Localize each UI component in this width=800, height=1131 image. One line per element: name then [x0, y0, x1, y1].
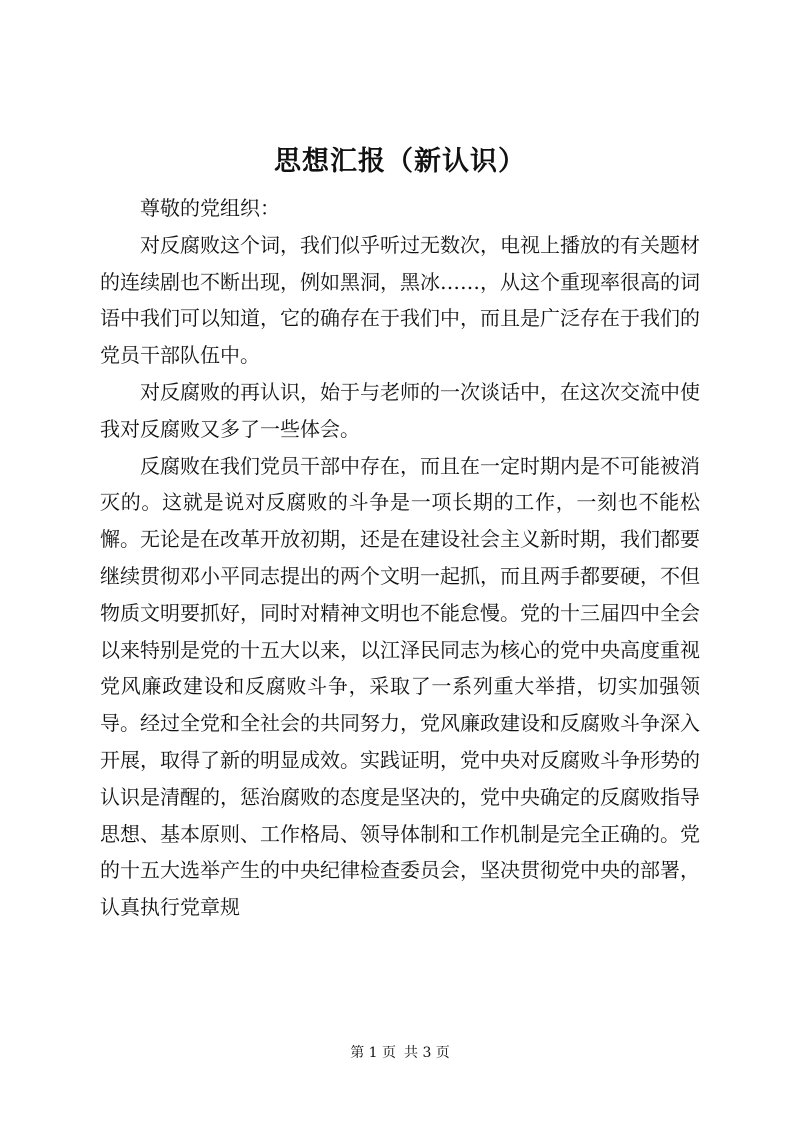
salutation: 尊敬的党组织：	[140, 196, 280, 220]
document-title: 思想汇报（新认识）	[274, 146, 526, 177]
paragraph-3: 反腐败在我们党员干部中存在，而且在一定时期内是不可能被消灭的。这就是说对反腐败的斗争是一项长期的工作，一刻也不能松懈。无论是在改革开放初期，还是在建设社会主义新时期，我们都要继续贯彻邓小平同志提出的两个文明一起抓，而且两手都要硬，不但物质文明要抓好，同时对精神文明也不能怠慢。党的十三届四中全会以来特别是党的十五大以来，以江泽民同志为核心的党中央高度重视党风廉政建设和反腐败斗争，采取了一系列重大举措，切实加强领导。经过全党和全社会的共同努力，党风廉政建设和反腐败斗争深入开展，取得了新的明显成效。实践证明，党中央对反腐败斗争形势的认识是清醒的，惩治腐败的态度是坚决的，党中央确定的反腐败指导思想、基本原则、工作格局、领导体制和工作机制是完全正确的。党的十五大选举产生的中央纪律检查委员会，坚决贯彻党中央的部署，认真执行党章规	[100, 453, 700, 920]
page-total: 共 3 页	[404, 1045, 450, 1061]
paragraph-1: 对反腐败这个词，我们似乎听过无数次，电视上播放的有关题材的连续剧也不断出现，例如黑洞，黑冰……，从这个重现率很高的词语中我们可以知道，它的确存在于我们中，而且是广泛存在于我们的党员干部队伍中。	[100, 232, 700, 368]
page-number: 第 1 页	[350, 1045, 396, 1061]
document-body	[100, 190, 700, 926]
page-footer	[0, 1043, 800, 1063]
paragraph-2: 对反腐败的再认识，始于与老师的一次谈话中，在这次交流中使我对反腐败又多了一些体会。	[100, 379, 700, 441]
